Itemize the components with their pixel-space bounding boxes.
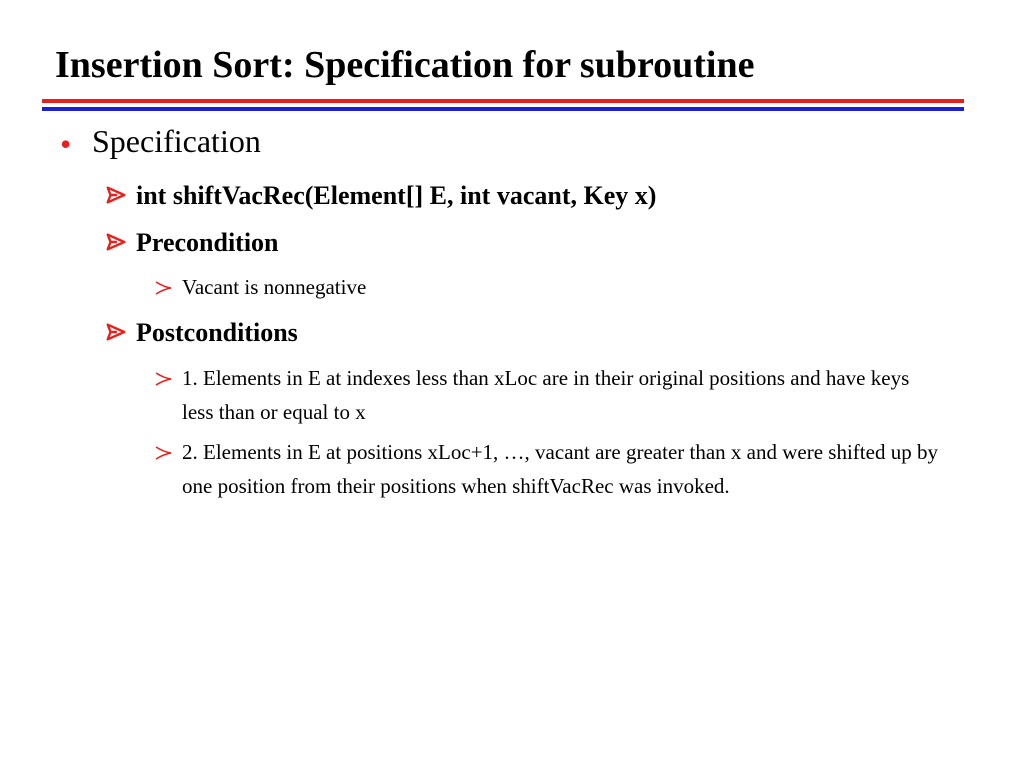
postcondition-2-text: 2. Elements in E at positions xLoc+1, …, vacant are greater than x and were shifted up by one position from their positions when shiftVacRec was invoked. [182, 440, 938, 498]
postconditions-heading: Postconditions [136, 318, 298, 347]
airplane-icon [105, 184, 127, 206]
arrowhead-icon [155, 371, 173, 387]
arrowhead-icon [155, 280, 173, 296]
title-underline-red [42, 99, 964, 103]
bullet-specification: Specification [92, 123, 261, 159]
precondition-heading: Precondition [136, 228, 279, 257]
signature-item: int shiftVacRec(Element[] E, int vacant, Key x) [136, 181, 657, 210]
bullet-dot-icon: • [60, 126, 72, 162]
airplane-icon [105, 231, 127, 253]
airplane-icon [105, 321, 127, 343]
precondition-text: Vacant is nonnegative [182, 275, 367, 299]
postcondition-1-text: 1. Elements in E at indexes less than xLoc are in their original positions and have keys less than or equal to x [182, 366, 910, 424]
title-underline-blue [42, 107, 964, 111]
slide-title: Insertion Sort: Specification for subroutine [55, 44, 755, 86]
arrowhead-icon [155, 445, 173, 461]
